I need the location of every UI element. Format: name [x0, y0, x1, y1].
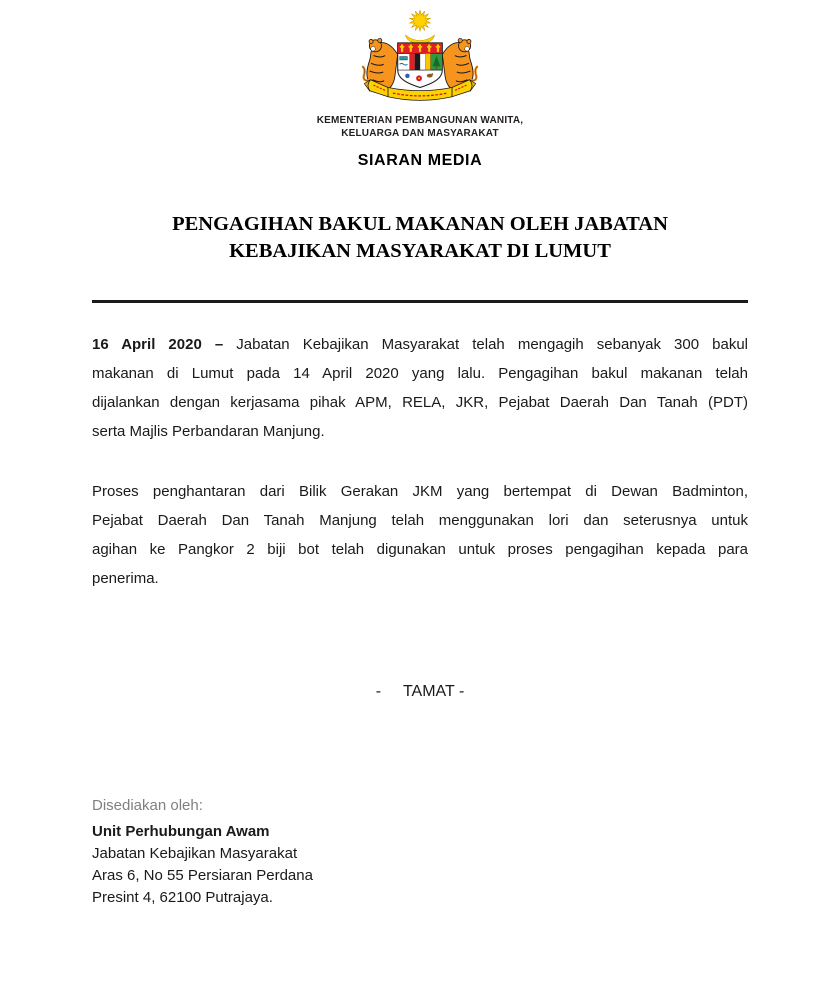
paragraph-1: [92, 330, 748, 446]
press-release-title: [92, 211, 748, 265]
press-release-title-line1: PENGAGIHAN BAKUL MAKANAN OLEH JABATAN: [172, 213, 668, 235]
paragraph-2-line-1: Proses penghantaran dari Bilik Gerakan JKM yang bertempat di Dewan Badminton,: [92, 483, 748, 500]
ministry-name-line1: KEMENTERIAN PEMBANGUNAN WANITA,: [316, 115, 524, 126]
prepared-by-department: Jabatan Kebajikan Masyarakat: [92, 845, 298, 862]
paragraph-2-line-3: agihan ke Pangkor 2 biji bot telah digunakan untuk proses pengagihan kepada para: [92, 541, 748, 558]
paragraph-2-line-2: Pejabat Daerah Dan Tanah Manjung telah menggunakan lori dan seterusnya untuk: [92, 512, 748, 529]
paragraph-1-line-2: makanan di Lumut pada 14 April 2020 yang lalu. Pengagihan bakul makanan telah: [92, 365, 748, 382]
end-marker: - TAMAT -: [375, 683, 465, 700]
crest-star: [410, 10, 431, 31]
malaysia-coat-of-arms-icon: [357, 8, 483, 105]
crest-container: [92, 8, 748, 110]
paragraph-1-line-1-rest: Jabatan Kebajikan Masyarakat telah mengagih sebanyak 300 bakul: [223, 336, 748, 353]
address-line-1: Aras 6, No 55 Persiaran Perdana: [92, 867, 313, 884]
ministry-name-line2: KELUARGA DAN MASYARAKAT: [341, 127, 499, 139]
ministry-name: [92, 115, 748, 140]
crest-shield: [398, 43, 443, 88]
paragraph-1-line-1: [92, 330, 748, 359]
document-type-label: SIARAN MEDIA: [357, 152, 483, 169]
prepared-by-unit: Unit Perhubungan Awam: [92, 823, 270, 840]
title-divider: [92, 300, 748, 303]
prepared-by-block: [92, 821, 748, 909]
address-line-2: Presint 4, 62100 Putrajaya.: [92, 889, 273, 906]
paragraph-2-line-4: penerima.: [92, 570, 159, 587]
paragraph-2: [92, 477, 748, 593]
paragraph-1-line-4: serta Majlis Perbandaran Manjung.: [92, 423, 325, 440]
paragraph-1-line-3: dijalankan dengan kerjasama pihak APM, RELA, JKR, Pejabat Daerah Dan Tanah (PDT): [92, 394, 748, 411]
crest-crescent: [405, 35, 434, 43]
prepared-by-label: Disediakan oleh:: [92, 797, 203, 814]
press-release-title-line2: KEBAJIKAN MASYARAKAT DI LUMUT: [229, 240, 611, 262]
date-lead: 16 April 2020 –: [92, 336, 224, 353]
